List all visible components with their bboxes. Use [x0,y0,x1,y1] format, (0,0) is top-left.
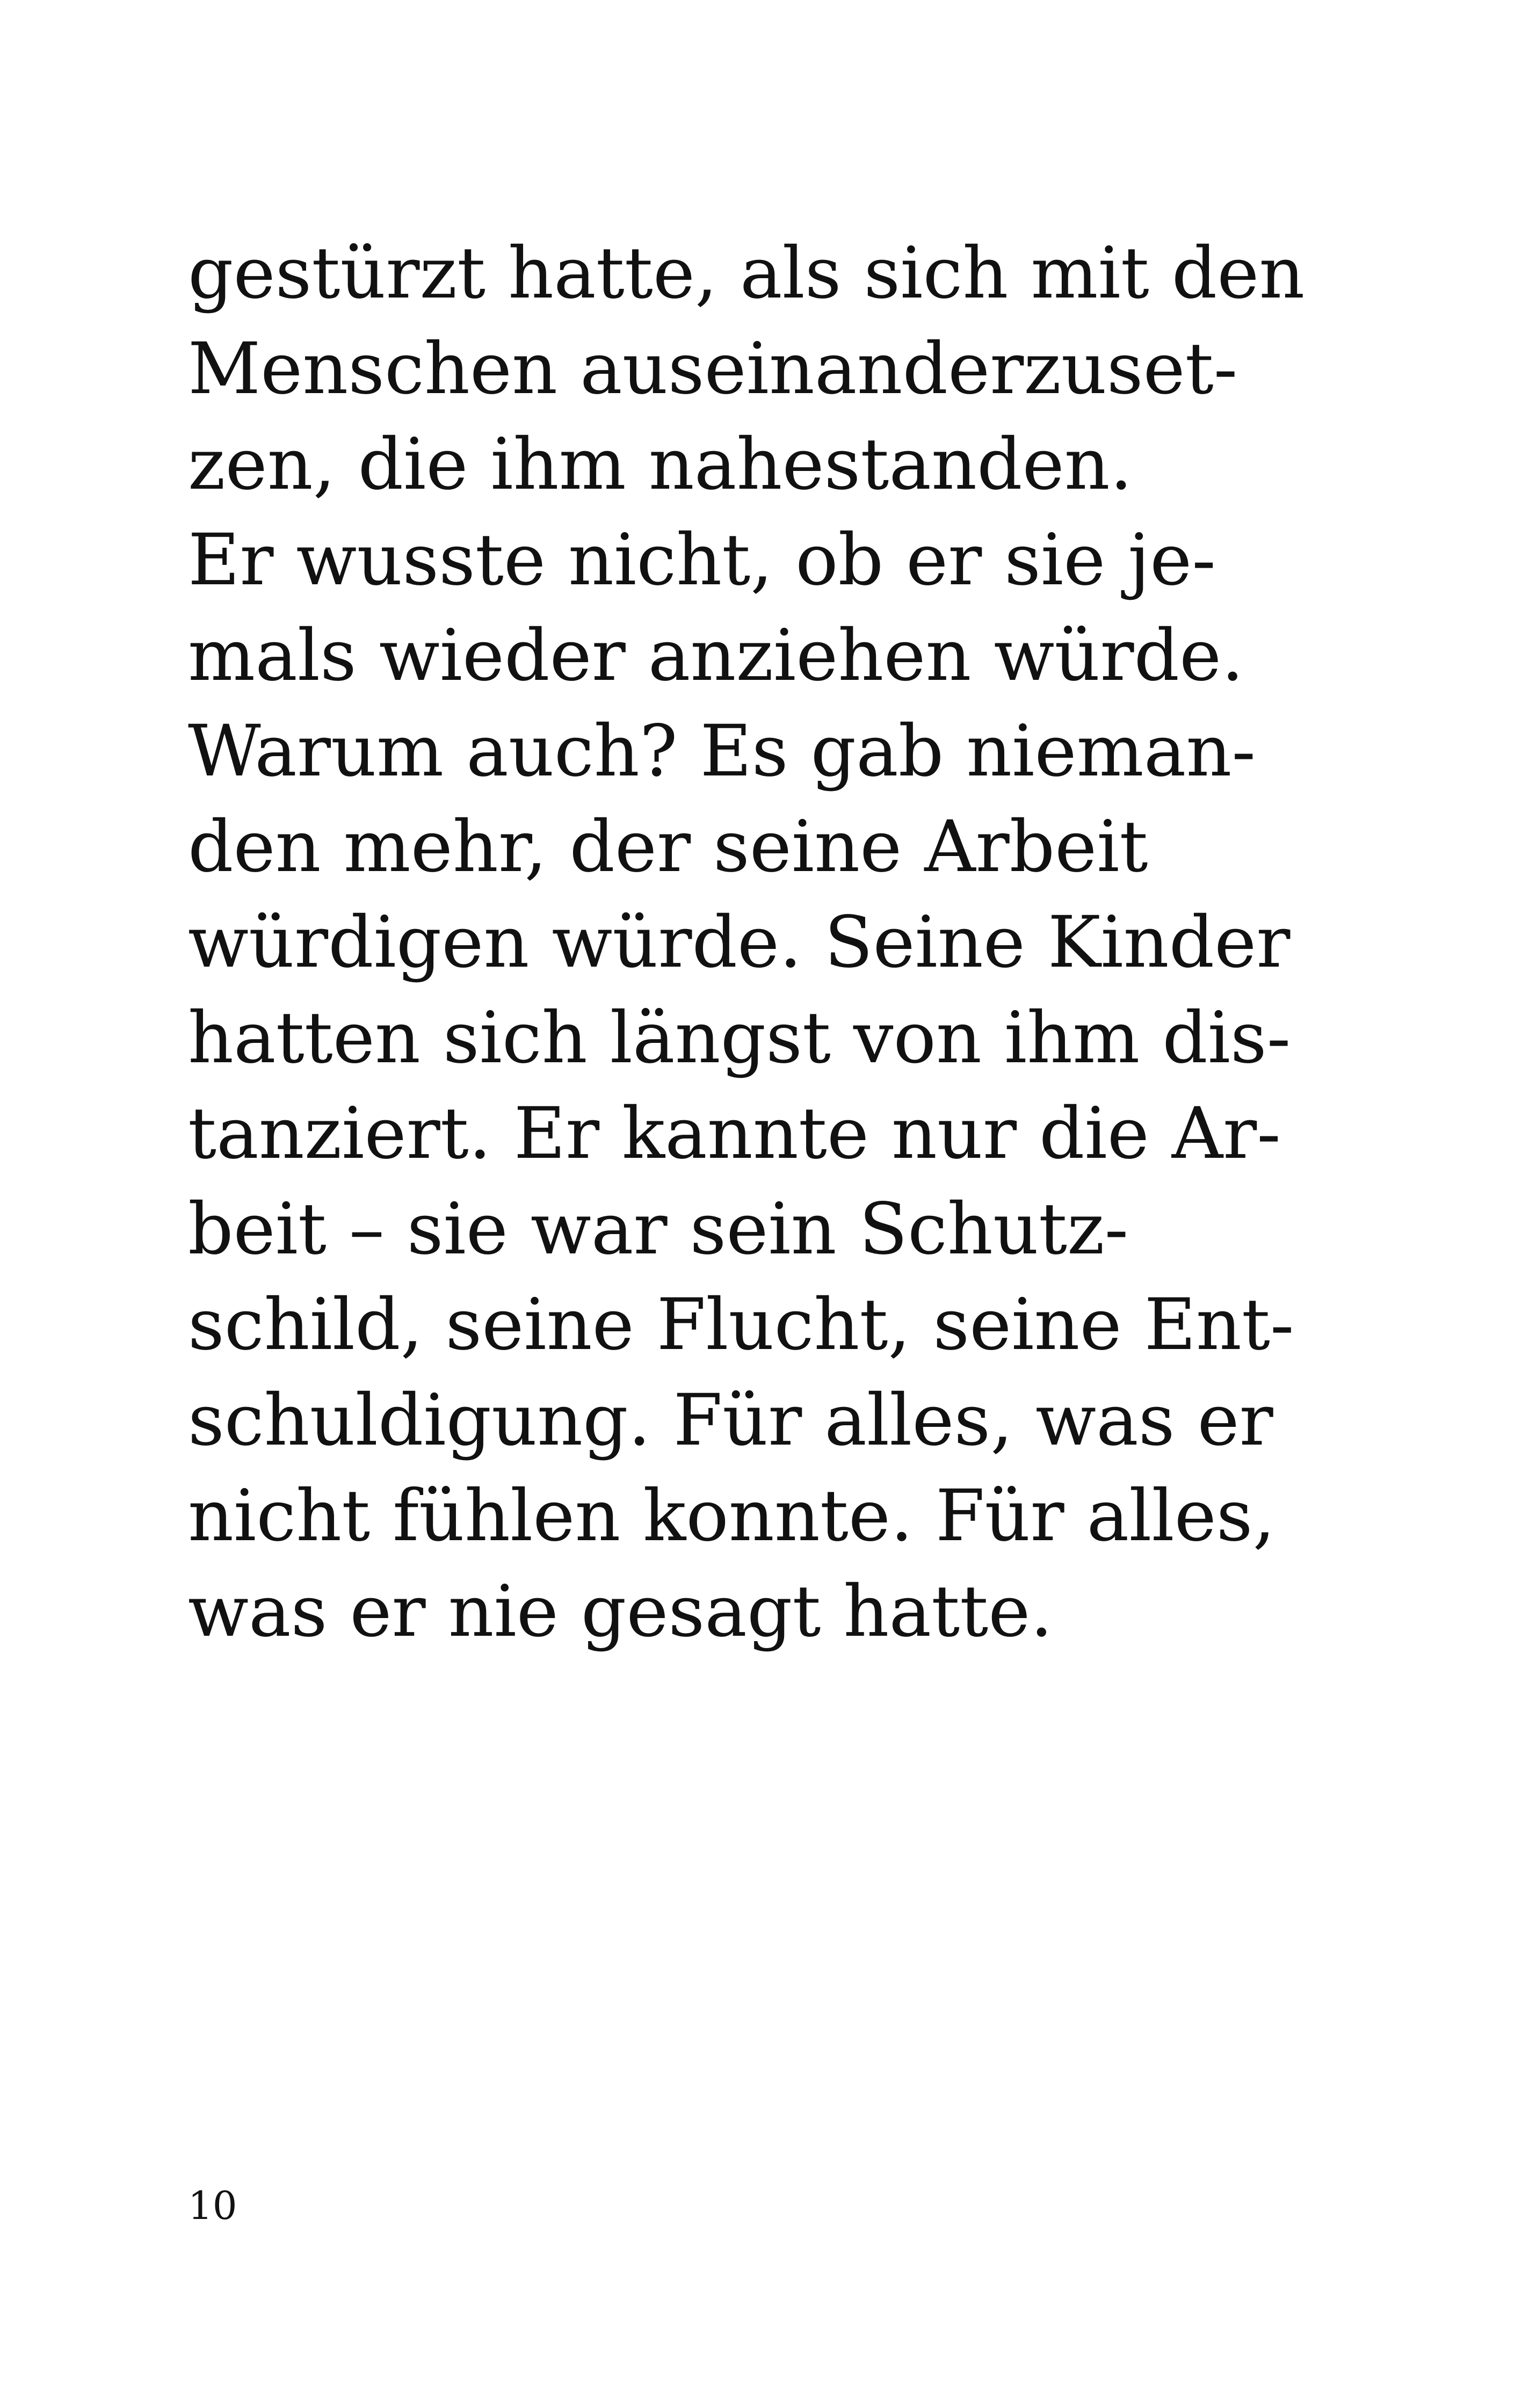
text-line: gestürzt hatte, als sich mit den [188,232,1305,315]
text-line: beit – sie war sein Schutz- [188,1188,1129,1271]
text-line: schuldigung. Für alles, was er [188,1379,1273,1462]
text-line: nicht fühlen konnte. Für alles, [188,1475,1275,1557]
text-line: hatten sich längst von ihm dis- [188,997,1291,1079]
text-line: den mehr, der seine Arbeit [188,806,1148,888]
text-line: Er wusste nicht, ob er sie je- [188,519,1216,601]
text-line: schild, seine Flucht, seine Ent- [188,1283,1294,1366]
body-text [188,226,1369,1659]
text-line: würdigen würde. Seine Kinder [188,901,1291,984]
text-line: zen, die ihm nahestanden. [188,423,1133,506]
text-line: was er nie gesagt hatte. [188,1570,1053,1653]
text-line: tanziert. Er kannte nur die Ar- [188,1092,1281,1175]
text-line: mals wieder anziehen würde. [188,614,1244,697]
text-line: Warum auch? Es gab nieman- [188,710,1256,793]
page-number: 10 [188,2183,237,2228]
text-line: Menschen auseinanderzuset- [188,328,1238,410]
